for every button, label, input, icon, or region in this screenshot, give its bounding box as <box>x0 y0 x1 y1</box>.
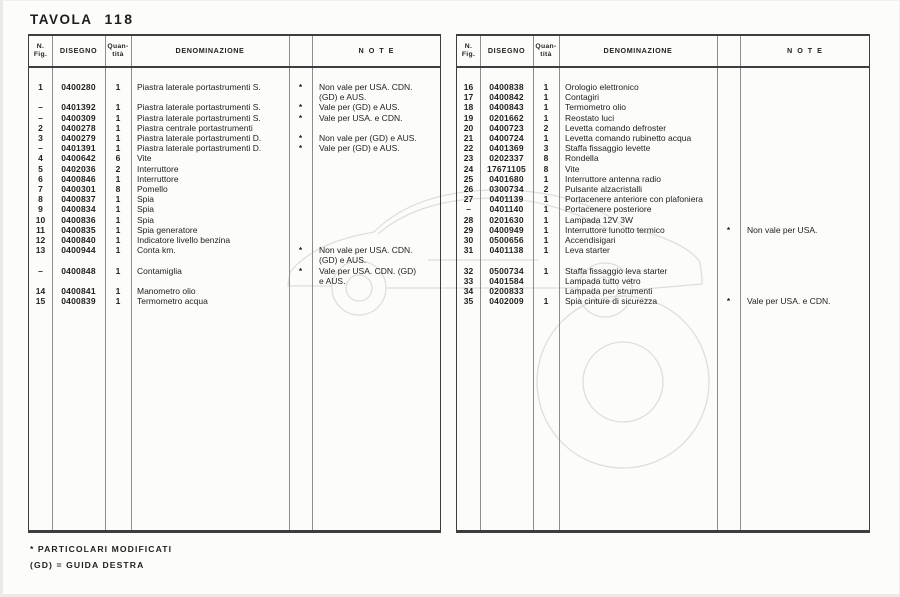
denominazione-cell: Interruttore antenna radio <box>565 173 661 184</box>
disegno-cell: 0400840 <box>61 235 96 246</box>
table-row <box>29 143 440 153</box>
footnotes <box>30 541 172 573</box>
table-row <box>29 164 440 174</box>
fig-number-cell: 31 <box>463 245 474 256</box>
denominazione-cell: Orologio elettronico <box>565 82 639 92</box>
table-row <box>457 235 869 245</box>
fig-number-cell: 6 <box>38 173 43 184</box>
note-line: Vale per USA. e CDN. <box>319 112 403 123</box>
quantity-cell: 1 <box>543 194 549 205</box>
quantity-cell: 8 <box>115 184 121 195</box>
disegno-cell: 0400944 <box>61 245 96 256</box>
denominazione-cell: Piastra laterale portastrumenti S. <box>137 112 261 123</box>
denominazione-cell: Vite <box>137 153 152 164</box>
modified-star-cell: * <box>298 102 303 113</box>
fig-number-cell: 7 <box>38 184 43 195</box>
denominazione-cell: Pomello <box>137 184 168 195</box>
header-quantita: Quan- tità <box>535 43 557 58</box>
denominazione-cell: Interruttore <box>137 173 179 184</box>
fig-number-cell: – <box>38 143 43 154</box>
denominazione-cell: Spia generatore <box>137 224 198 235</box>
disegno-cell: 0400836 <box>61 214 96 225</box>
disegno-cell: 0400642 <box>61 153 96 164</box>
disegno-cell: 0400834 <box>61 204 96 215</box>
table-row <box>457 174 869 184</box>
footnote-gd-legend: (GD) = GUIDA DESTRA <box>30 560 145 570</box>
denominazione-cell: Indicatore livello benzina <box>137 235 231 246</box>
disegno-cell: 0300734 <box>489 184 524 195</box>
denominazione-cell: Spia cinture di sicurezza <box>565 296 658 307</box>
fig-number-cell: 4 <box>38 153 43 164</box>
header-note: NOTE <box>787 46 827 55</box>
disegno-cell: 0400842 <box>489 92 524 103</box>
denominazione-cell: Levetta comando rubinetto acqua <box>565 133 692 144</box>
note-cell <box>312 143 440 153</box>
fig-number-cell: 20 <box>463 122 474 133</box>
table-row <box>457 82 869 92</box>
fig-number-cell: 19 <box>463 112 474 123</box>
disegno-cell: 0401584 <box>489 275 524 286</box>
disegno-cell: 0401140 <box>489 204 524 215</box>
table-row <box>457 123 869 133</box>
disegno-cell: 17671105 <box>487 163 526 174</box>
header-fig: N. Fig. <box>461 43 476 58</box>
note-line: (GD) e AUS. <box>319 92 367 103</box>
quantity-cell: 1 <box>543 112 549 123</box>
note-cell <box>312 245 440 265</box>
table-row <box>29 225 440 235</box>
denominazione-cell: Piastra laterale portastrumenti D. <box>137 133 262 144</box>
table-row <box>29 174 440 184</box>
fig-number-cell: 35 <box>463 296 474 307</box>
quantity-cell: 1 <box>543 133 549 144</box>
denominazione-cell: Portacenere posteriore <box>565 204 652 215</box>
footnote-modified-parts: * PARTICOLARI MODIFICATI <box>30 544 173 554</box>
quantity-cell: 2 <box>543 184 549 195</box>
quantity-cell: 1 <box>115 265 121 276</box>
quantity-cell: 1 <box>543 265 549 276</box>
denominazione-cell: Piastra laterale portastrumenti S. <box>137 102 261 113</box>
disegno-cell: 0400301 <box>61 184 96 195</box>
denominazione-cell: Accendisigari <box>565 235 616 246</box>
note-cell <box>312 133 440 143</box>
fig-number-cell: 26 <box>463 184 474 195</box>
table-row <box>29 102 440 112</box>
quantity-cell: 3 <box>543 143 549 154</box>
disegno-cell: 0400839 <box>61 296 96 307</box>
fig-number-cell: 30 <box>463 235 474 246</box>
fig-number-cell: 27 <box>463 194 474 205</box>
fig-number-cell: – <box>466 204 471 215</box>
fig-number-cell: 12 <box>35 235 46 246</box>
table-body <box>457 67 869 530</box>
quantity-cell: 1 <box>543 92 549 103</box>
header-denominazione: DENOMINAZIONE <box>603 46 673 55</box>
note-line: Vale per (GD) e AUS. <box>319 143 400 154</box>
quantity-cell: 1 <box>115 286 121 297</box>
fig-number-cell: 5 <box>38 163 43 174</box>
table-row <box>457 245 869 255</box>
disegno-cell: 0500656 <box>489 235 524 246</box>
table-row <box>457 143 869 153</box>
denominazione-cell: Lampada tutto vetro <box>565 275 641 286</box>
denominazione-cell: Piastra laterale portastrumenti S. <box>137 82 261 92</box>
fig-number-cell: 9 <box>38 204 43 215</box>
denominazione-cell: Conta km. <box>137 245 176 256</box>
quantity-cell: 1 <box>115 296 121 307</box>
table-row <box>457 225 869 235</box>
fig-number-cell: 32 <box>463 265 474 276</box>
modified-star-cell: * <box>298 82 303 92</box>
quantity-cell: 1 <box>115 204 121 215</box>
disegno-cell: 0400838 <box>489 82 524 92</box>
denominazione-cell: Staffa fissaggio leva starter <box>565 265 668 276</box>
table-row <box>29 184 440 194</box>
table-row <box>29 153 440 163</box>
fig-number-cell: 10 <box>35 214 46 225</box>
note-cell <box>312 113 440 123</box>
quantity-cell: 1 <box>115 112 121 123</box>
disegno-cell: 0400724 <box>489 133 524 144</box>
fig-number-cell: 1 <box>38 82 43 92</box>
note-line: Non vale per USA. CDN. <box>319 82 413 92</box>
quantity-cell: 1 <box>115 102 121 113</box>
disegno-cell: 0402009 <box>489 296 524 307</box>
quantity-cell: 1 <box>543 235 549 246</box>
disegno-cell: 0400309 <box>61 112 96 123</box>
note-line: e AUS. <box>319 275 346 286</box>
fig-number-cell: 8 <box>38 194 43 205</box>
fig-number-cell: 33 <box>463 275 474 286</box>
fig-number-cell: 25 <box>463 173 474 184</box>
disegno-cell: 0400843 <box>489 102 524 113</box>
disegno-cell: 0401369 <box>489 143 524 154</box>
table-body <box>29 67 440 530</box>
fig-number-cell: 18 <box>463 102 474 113</box>
denominazione-cell: Spia <box>137 194 155 205</box>
denominazione-cell: Reostato luci <box>565 112 615 123</box>
header-note: NOTE <box>358 46 399 55</box>
disegno-cell: 0400949 <box>489 224 524 235</box>
header-quantita: Quan- tità <box>107 43 129 58</box>
table-row <box>457 184 869 194</box>
quantity-cell: 1 <box>115 82 121 92</box>
denominazione-cell: Manometro olio <box>137 286 196 297</box>
quantity-cell: 1 <box>115 173 121 184</box>
table-row <box>29 286 440 296</box>
quantity-cell: 1 <box>543 224 549 235</box>
denominazione-cell: Contamiglia <box>137 265 182 276</box>
quantity-cell: 8 <box>543 163 549 174</box>
note-cell <box>312 102 440 112</box>
denominazione-cell: Interruttore <box>137 163 179 174</box>
denominazione-cell: Spia <box>137 214 155 225</box>
disegno-cell: 0401680 <box>489 173 524 184</box>
table-row <box>457 113 869 123</box>
note-line: Vale per USA. CDN. (GD) <box>319 265 417 276</box>
table-row <box>457 266 869 276</box>
table-row <box>457 133 869 143</box>
denominazione-cell: Piastra laterale portastrumenti D. <box>137 143 262 154</box>
quantity-cell: 1 <box>543 245 549 256</box>
fig-number-cell: 14 <box>35 286 46 297</box>
table-row <box>29 266 440 286</box>
disegno-cell: 0401138 <box>489 245 524 256</box>
note-line: Non vale per (GD) e AUS. <box>319 133 417 144</box>
table-row <box>29 133 440 143</box>
note-line: Non vale per USA. <box>747 224 818 235</box>
table-row <box>29 215 440 225</box>
note-line: Non vale per USA. CDN. <box>319 245 413 256</box>
table-row <box>29 123 440 133</box>
denominazione-cell: Pulsante alzacristalli <box>565 184 643 195</box>
quantity-cell: 6 <box>115 153 121 164</box>
disegno-cell: 0400279 <box>61 133 96 144</box>
denominazione-cell: Levetta comando defroster <box>565 122 667 133</box>
table-row <box>29 113 440 123</box>
disegno-cell: 0400846 <box>61 173 96 184</box>
table-row <box>29 296 440 306</box>
quantity-cell: 1 <box>115 143 121 154</box>
quantity-cell: 8 <box>543 153 549 164</box>
fig-number-cell: 21 <box>463 133 474 144</box>
table-row <box>457 296 869 306</box>
fig-number-cell: 3 <box>38 133 43 144</box>
denominazione-cell: Termometro acqua <box>137 296 208 307</box>
disegno-cell: 0400280 <box>61 82 96 92</box>
denominazione-cell: Lampada per strumenti <box>565 286 653 297</box>
table-row <box>29 245 440 265</box>
quantity-cell: 1 <box>543 204 549 215</box>
modified-star-cell: * <box>298 143 303 154</box>
denominazione-cell: Termometro olio <box>565 102 626 113</box>
quantity-cell: 2 <box>115 163 121 174</box>
table-row <box>29 235 440 245</box>
disegno-cell: 0401391 <box>61 143 96 154</box>
denominazione-cell: Spia <box>137 204 155 215</box>
table-row <box>29 194 440 204</box>
note-cell <box>312 82 440 102</box>
header-fig: N. Fig. <box>33 43 48 58</box>
modified-star-cell: * <box>298 265 303 276</box>
fig-number-cell: 11 <box>36 224 45 235</box>
fig-number-cell: 16 <box>463 82 474 92</box>
table-row <box>457 102 869 112</box>
disegno-cell: 0201630 <box>489 214 524 225</box>
disegno-cell: 0201662 <box>489 112 524 123</box>
page-title-word: TAVOLA <box>30 12 93 27</box>
table-header <box>29 36 440 66</box>
fig-number-cell: 24 <box>463 163 474 174</box>
denominazione-cell: Interruttore lunotto termico <box>565 224 665 235</box>
note-line: (GD) e AUS. <box>319 255 367 266</box>
parts-table-left <box>28 34 441 533</box>
quantity-cell: 1 <box>115 224 121 235</box>
header-disegno: DISEGNO <box>59 46 98 55</box>
denominazione-cell: Piastra centrale portastrumenti <box>137 122 253 133</box>
disegno-cell: 0500734 <box>489 265 524 276</box>
quantity-cell: 1 <box>115 214 121 225</box>
note-cell <box>740 296 869 306</box>
header-disegno: DISEGNO <box>487 46 526 55</box>
quantity-cell: 1 <box>543 214 549 225</box>
modified-star-cell: * <box>298 112 303 123</box>
quantity-cell: 1 <box>543 82 549 92</box>
quantity-cell: 1 <box>115 133 121 144</box>
table-row <box>457 286 869 296</box>
fig-number-cell: 34 <box>463 286 474 297</box>
modified-star-cell: * <box>726 296 731 307</box>
disegno-cell: 0200833 <box>489 286 524 297</box>
fig-number-cell: 28 <box>463 214 474 225</box>
disegno-cell: 0402036 <box>61 163 96 174</box>
page-title <box>30 11 135 29</box>
denominazione-cell: Contagiri <box>565 92 600 103</box>
disegno-cell: 0400835 <box>61 224 96 235</box>
quantity-cell: 1 <box>115 235 121 246</box>
denominazione-cell: Staffa fissaggio levette <box>565 143 651 154</box>
table-row <box>457 276 869 286</box>
disegno-cell: 0401392 <box>61 102 96 113</box>
quantity-cell: 1 <box>115 245 121 256</box>
disegno-cell: 0400848 <box>61 265 96 276</box>
denominazione-cell: Vite <box>565 163 580 174</box>
fig-number-cell: – <box>38 102 43 113</box>
note-line: Vale per (GD) e AUS. <box>319 102 400 113</box>
table-row <box>457 194 869 204</box>
note-cell <box>740 225 869 235</box>
modified-star-cell: * <box>298 245 303 256</box>
quantity-cell: 1 <box>543 173 549 184</box>
disegno-cell: 0401139 <box>489 194 524 205</box>
table-header <box>457 36 869 66</box>
table-row <box>29 204 440 214</box>
disegno-cell: 0400723 <box>489 122 524 133</box>
table-row <box>457 215 869 225</box>
fig-number-cell: 23 <box>463 153 474 164</box>
disegno-cell: 0400837 <box>61 194 96 205</box>
fig-number-cell: – <box>38 112 43 123</box>
fig-number-cell: 29 <box>463 224 474 235</box>
row-spacer <box>457 255 869 265</box>
quantity-cell: 1 <box>543 296 549 307</box>
disegno-cell: 0202337 <box>489 153 524 164</box>
page-title-number: 118 <box>104 11 135 27</box>
fig-number-cell: 17 <box>463 92 474 103</box>
denominazione-cell: Rondella <box>565 153 599 164</box>
quantity-cell: 1 <box>543 102 549 113</box>
fig-number-cell: 15 <box>35 296 46 307</box>
quantity-cell: 1 <box>115 194 121 205</box>
fig-number-cell: 2 <box>38 122 43 133</box>
modified-star-cell: * <box>726 224 731 235</box>
header-denominazione: DENOMINAZIONE <box>175 46 245 55</box>
table-row <box>457 164 869 174</box>
table-row <box>29 82 440 102</box>
denominazione-cell: Lampada 12V 3W <box>565 214 634 225</box>
table-row <box>457 204 869 214</box>
note-line: Vale per USA. e CDN. <box>747 296 831 307</box>
modified-star-cell: * <box>298 133 303 144</box>
fig-number-cell: 13 <box>35 245 46 256</box>
quantity-cell: 1 <box>115 122 121 133</box>
quantity-cell: 2 <box>543 122 549 133</box>
denominazione-cell: Portacenere anteriore con plafoniera <box>565 194 703 205</box>
note-cell <box>312 266 440 286</box>
disegno-cell: 0400841 <box>61 286 96 297</box>
denominazione-cell: Leva starter <box>565 245 610 256</box>
fig-number-cell: – <box>38 265 43 276</box>
disegno-cell: 0400278 <box>61 122 96 133</box>
fig-number-cell: 22 <box>463 143 474 154</box>
table-row <box>457 92 869 102</box>
table-row <box>457 153 869 163</box>
parts-table-right <box>456 34 870 533</box>
